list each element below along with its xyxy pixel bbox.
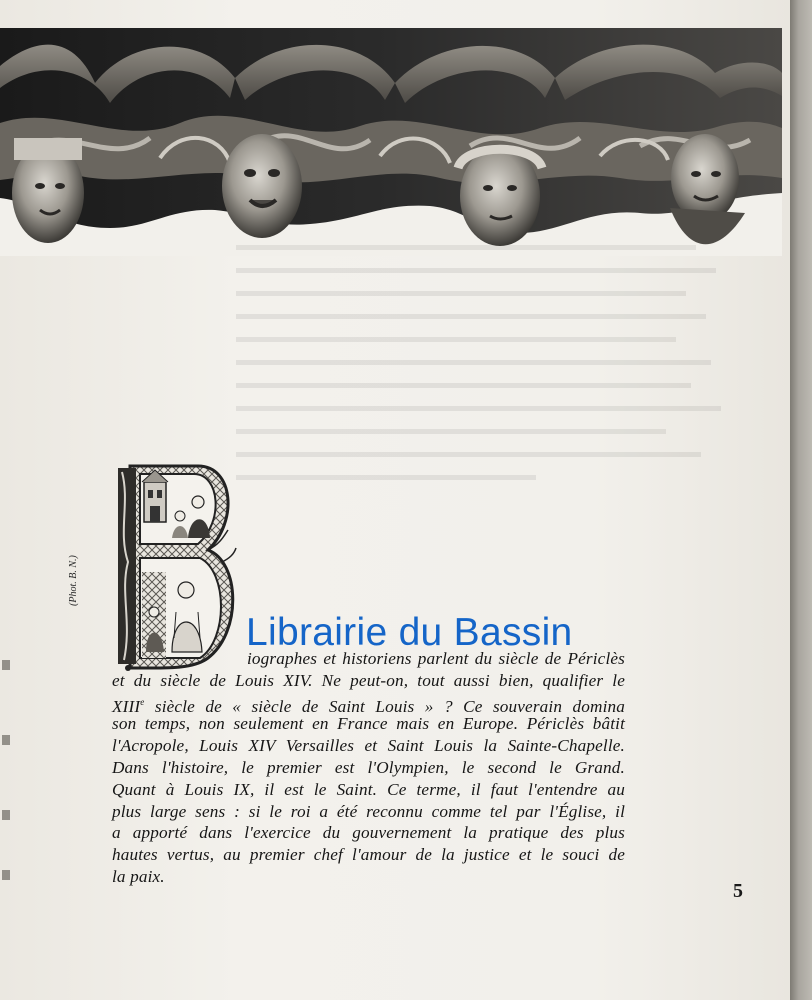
photo-credit: (Phot. B. N.) [68,555,79,606]
page-edge-shadow [790,0,812,1000]
text-line: a apporté dans l'exercice du gouvernement la pratique des plus [112,823,625,843]
illuminated-drop-cap-b [116,462,242,672]
body-paragraph [112,648,625,888]
text-line: iographes et historiens parlent du siècle de Périclès [247,649,625,668]
text-line: l'Acropole, Louis XIV Versailles et Saint Louis la Sainte-Chapelle. [112,736,625,756]
page-number: 5 [733,880,743,902]
text-line: la paix. [112,866,165,886]
bookseller-watermark: Librairie du Bassin [246,611,573,654]
text-line: Dans l'histoire, le premier est l'Olympien, le second le Grand. [112,757,625,777]
text-line: son temps, non seulement en France mais en Europe. Périclès bâtit [112,714,625,734]
text-line: XIIIe siècle de « siècle de Saint Louis » ? Ce souverain domina [112,696,625,716]
adjacent-page-edge [0,640,14,940]
text-line: Quant à Louis IX, il est le Saint. Ce terme, il faut l'entendre au [112,779,625,799]
text-line: et du siècle de Louis XIV. Ne peut-on, tout aussi bien, qualifier le [112,670,625,690]
show-through-text [236,245,736,545]
text-line: plus large sens : si le roi a été reconnu comme tel par l'Église, il [112,801,625,821]
text-line: hautes vertus, au premier chef l'amour de la justice et le souci de [112,845,625,865]
sculpted-frieze-photo [0,28,782,256]
